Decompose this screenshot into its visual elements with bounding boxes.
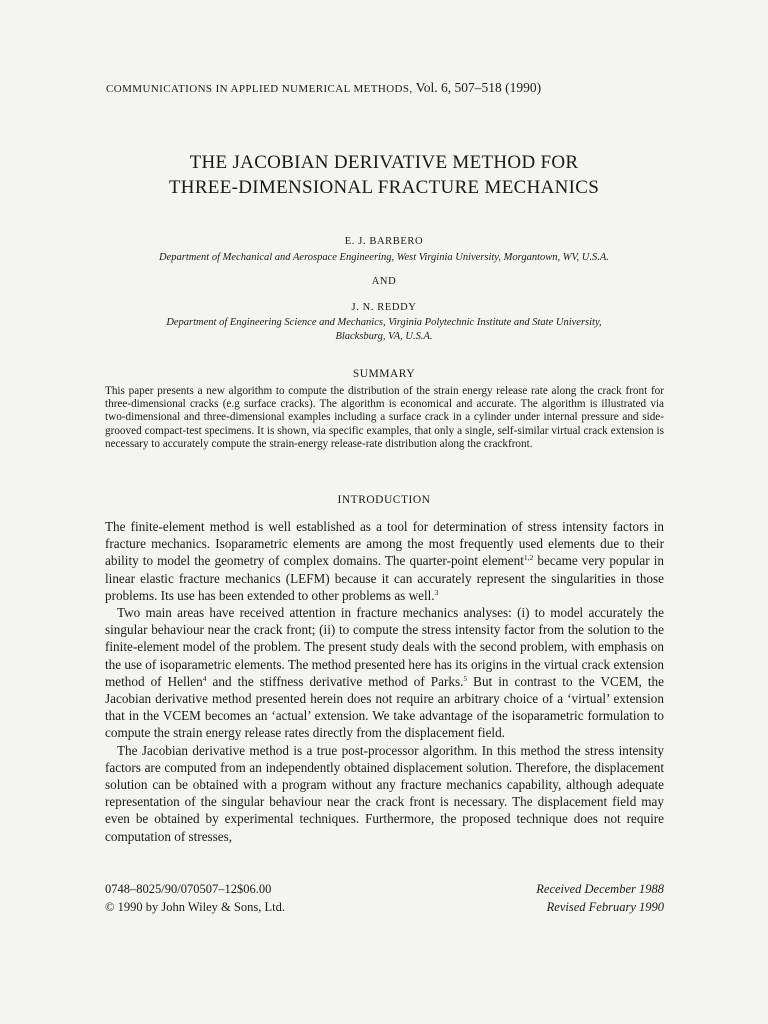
author-1-affiliation [0,251,768,265]
introduction-heading: INTRODUCTION [337,494,431,506]
summary-heading: SUMMARY [352,368,416,380]
issn-code: 0748–8025/90/070507–12$06.00 [105,882,272,896]
title-line-2: THREE-DIMENSIONAL FRACTURE MECHANICS [168,177,600,198]
title-line-1: THE JACOBIAN DERIVATIVE METHOD FOR [189,152,579,173]
received-dates [536,880,664,916]
citation-superscript: 4 [202,673,207,683]
publication-info [105,880,285,916]
journal-volume: Vol. 6, 507–518 (1990) [415,80,542,95]
summary-text: This paper presents a new algorithm to compute the distribution of the strain energy release rate along the crack front for three-dimensional cracks (e.g surface cracks). The algorithm is economical and accurate. The algorithm is illustrated via two-dimensional and three-dimensional examples including a surface crack in a cylinder under internal pressure and side-grooved compact-test specimens. It is shown, via specific examples, that only a single, self-similar virtual crack extension is necessary to accurately compute the strain-energy release-rate distribution along the crackfront. [105,385,664,450]
affiliation-line: Department of Engineering Science and Mechanics, Virginia Polytechnic Institute and State University, [166,317,602,328]
intro-paragraph-1 [105,518,664,604]
introduction-body [105,518,664,845]
text-span: The finite-element method is well established as a tool for determination of stress intensity factors in fracture mechanics. Isoparametric elements are among the most frequently used elements due to their ability to model the geometry of complex domains. The quarter-point element [105,519,664,569]
intro-paragraph-3: The Jacobian derivative method is a true post-processor algorithm. In this method the stress intensity factors are computed from an independently obtained displacement solution. Therefore, the displacement solution can be obtained with a program without any fracture mechanics capability, although adequate representation of the singular behaviour near the crack front is necessary. The displacement field may even be obtained by experimental techniques. Furthermore, the proposed technique does not require computation of stresses, [105,742,664,844]
revised-date: Revised February 1990 [546,900,664,914]
affiliation-line: Blacksburg, VA, U.S.A. [335,331,433,342]
received-date: Received December 1988 [536,882,664,896]
citation-superscript: 5 [463,673,468,683]
citation-superscript: 3 [434,587,439,597]
affiliation-line: Department of Mechanical and Aerospace Engineering, West Virginia University, Morgantown, WV, U.S.A. [159,252,609,263]
text-span: But in contrast to the VCEM, the Jacobian derivative method presented herein does not require an arbitrary choice of a ‘virtual’ extension that in the VCEM becomes an ‘actual’ extension. We take advantage of the isoparametric formulation to compute the strain energy release rates directly from the displacement field. [105,673,664,741]
author-1-name: E. J. BARBERO [344,236,424,247]
journal-header [106,80,541,96]
journal-name: COMMUNICATIONS IN APPLIED NUMERICAL METHODS, [106,83,413,95]
copyright-notice: © 1990 by John Wiley & Sons, Ltd. [105,900,285,914]
text-span: and the stiffness derivative method of Parks. [206,673,464,689]
text-span: Two main areas have received attention in fracture mechanics analyses: (i) to model accurately the singular behaviour near the crack front; (ii) to compute the stress intensity factor from the solution to the finite-element model of the problem. The present study deals with the second problem, with emphasis on the use of isoparametric elements. The method presented here has its origins in the virtual crack extension method of Hellen [105,605,664,689]
and-separator: AND [371,276,397,287]
intro-paragraph-2 [105,604,664,742]
author-2-affiliation [0,316,768,344]
citation-superscript: 1,2 [523,553,534,563]
paper-title [0,150,768,200]
text-span: became very popular in linear elastic fracture mechanics (LEFM) because it can accurately represent the singularities in those problems. Its use has been extended to other problems as well. [105,553,664,603]
author-2-name: J. N. REDDY [351,302,417,313]
